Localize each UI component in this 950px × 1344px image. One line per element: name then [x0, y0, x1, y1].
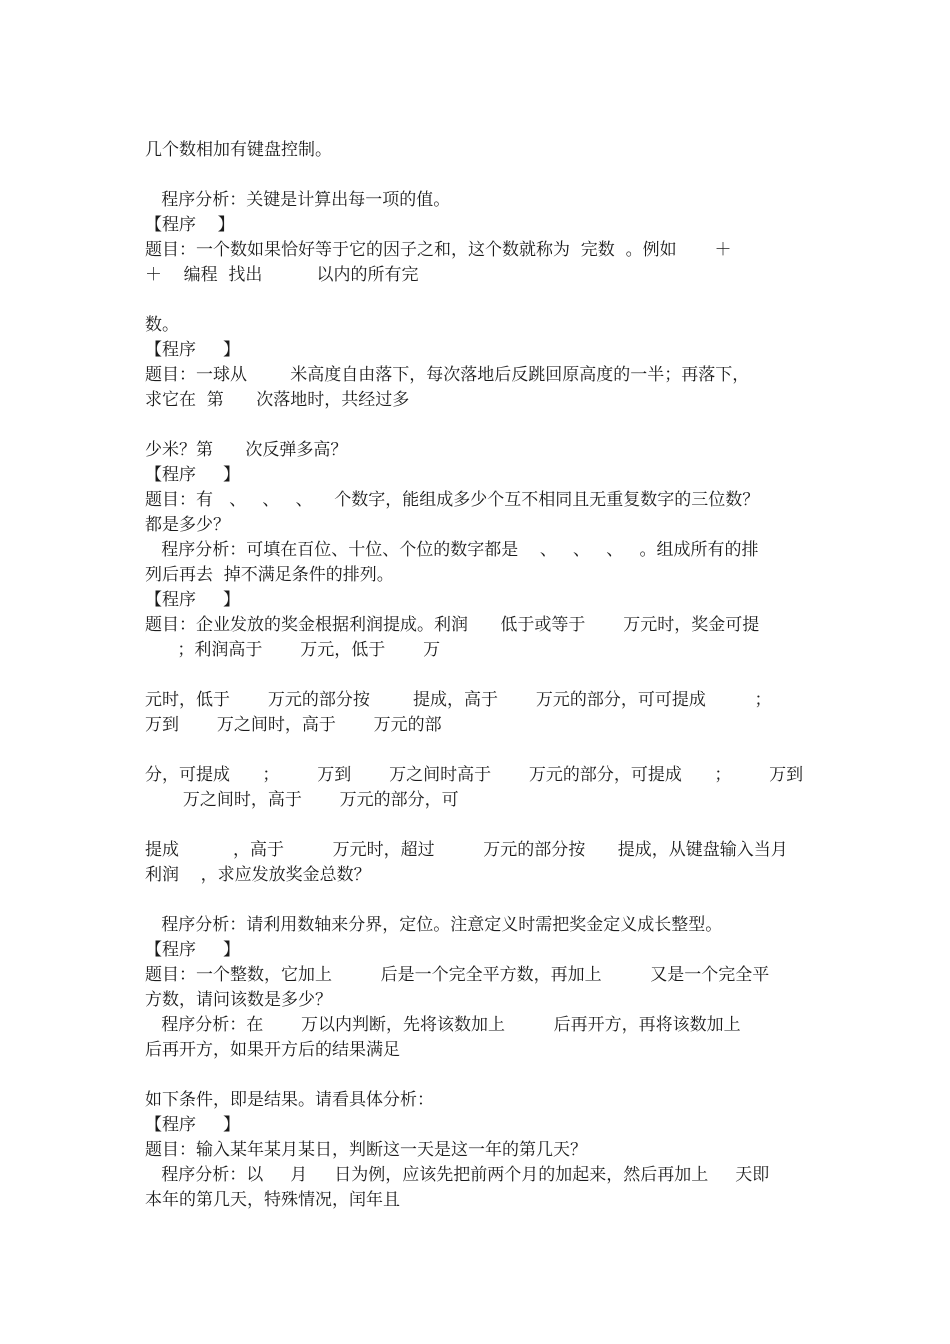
text-line: 万到 万之间时，高于 万元的部: [145, 715, 442, 735]
text-line: 万之间时，高于 万元的部分，可: [145, 790, 459, 810]
text-line: 提成 ，高于 万元时，超过 万元的部分按 提成，从键盘输入当月: [145, 840, 788, 860]
text-line: 【程序 】: [145, 1115, 241, 1135]
text-line: 题目：一个数如果恰好等于它的因子之和，这个数就称为 完数 。例如 ＋: [145, 240, 732, 260]
text-line: 题目：一个整数，它加上 后是一个完全平方数，再加上 又是一个完全平: [145, 965, 770, 985]
text-line: 元时，低于 万元的部分按 提成，高于 万元的部分，可可提成 ；: [145, 690, 772, 710]
text-line: 少米？第 次反弹多高？: [145, 440, 348, 460]
text-line: 题目：输入某年某月某日，判断这一天是这一年的第几天？: [145, 1140, 587, 1160]
text-line: 【程序 】: [145, 465, 241, 485]
text-line: 【程序 】: [145, 590, 241, 610]
text-line: 程序分析：在 万以内判断，先将该数加上 后再开方，再将该数加上: [145, 1015, 741, 1035]
text-line: 【程序 】: [145, 940, 241, 960]
text-line: 程序分析：可填在百位、十位、个位的数字都是 、 、 、 。组成所有的排: [145, 540, 759, 560]
text-line: 题目：有 、 、 、 个数字，能组成多少个互不相同且无重复数字的三位数？: [145, 490, 760, 510]
text-line: 后再开方，如果开方后的结果满足: [145, 1040, 400, 1060]
text-line: 程序分析：关键是计算出每一项的值。: [145, 190, 451, 210]
text-line: 【程序 】: [145, 340, 241, 360]
text-line: 列后再去 掉不满足条件的排列。: [145, 565, 394, 585]
text-line: 分，可提成 ； 万到 万之间时高于 万元的部分，可提成 ； 万到: [145, 765, 804, 785]
text-line: 【程序 】: [145, 215, 235, 235]
text-line: 程序分析：请利用数轴来分界，定位。注意定义时需把奖金定义成长整型。: [145, 915, 723, 935]
text-line: 题目：一球从 米高度自由落下，每次落地后反跳回原高度的一半；再落下，: [145, 365, 750, 385]
text-line: 几个数相加有键盘控制。: [145, 140, 332, 160]
text-line: 题目：企业发放的奖金根据利润提成。利润 低于或等于 万元时，奖金可提: [145, 615, 760, 635]
text-line: 如下条件，即是结果。请看具体分析：: [145, 1090, 434, 1110]
text-line: 都是多少？: [145, 515, 230, 535]
text-line: 方数，请问该数是多少？: [145, 990, 332, 1010]
text-line: 求它在 第 次落地时，共经过多: [145, 390, 410, 410]
text-line: 本年的第几天，特殊情况，闰年且: [145, 1190, 400, 1210]
text-line: 利润 ，求应发放奖金总数？: [145, 865, 371, 885]
text-line: ＋ 编程 找出 以内的所有完: [145, 265, 419, 285]
text-line: 数。: [145, 315, 179, 335]
text-line: 程序分析：以 月 日为例，应该先把前两个月的加起来，然后再加上 天即: [145, 1165, 770, 1185]
text-line: ；利润高于 万元，低于 万: [145, 640, 441, 660]
